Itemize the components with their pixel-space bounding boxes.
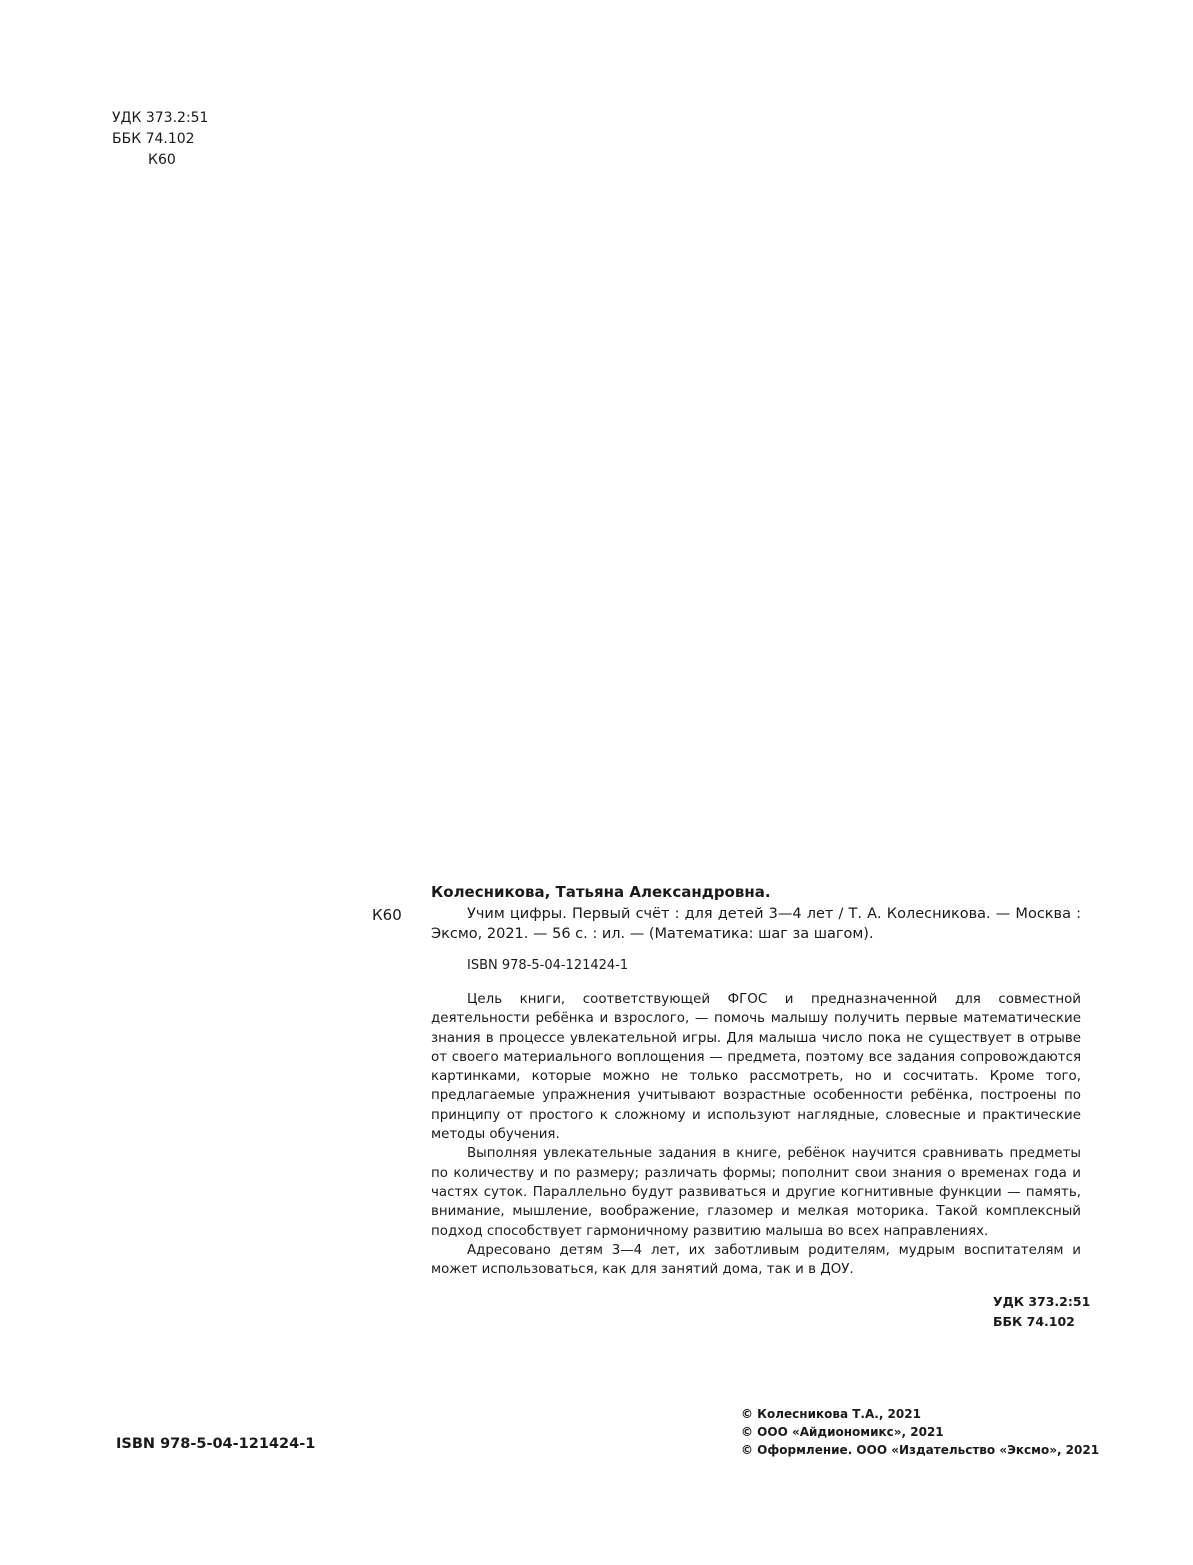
isbn-line: ISBN 978-5-04-121424-1	[467, 958, 629, 973]
annotation-paragraph: Адресовано детям 3—4 лет, их заботливым родителям, мудрым воспитателям и может использоваться, как для занятий дома, так и в ДОУ.	[431, 1242, 1081, 1278]
udk-code-top: УДК 373.2:51	[112, 110, 209, 126]
copyright-line: © ООО «Айдиономикс», 2021	[741, 1425, 944, 1439]
copyright-line: © Оформление. ООО «Издательство «Эксмо», 2021	[741, 1443, 1100, 1457]
bibliographic-description: Учим цифры. Первый счёт : для детей 3—4 лет / Т. А. Колесникова. — Москва : Эксмо, 2021. — 56 с. : ил. — (Математика: шаг за шагом).	[431, 906, 1081, 942]
copyright-line: © Колесникова Т.А., 2021	[741, 1407, 921, 1421]
udk-code-bottom: УДК 373.2:51	[993, 1294, 1091, 1309]
bbk-code-top: ББК 74.102	[112, 131, 195, 147]
isbn-bottom: ISBN 978-5-04-121424-1	[116, 1436, 316, 1452]
bottom-classification	[993, 1292, 1090, 1332]
author-sign-side: К60	[372, 906, 402, 924]
annotation	[431, 990, 1081, 1279]
top-left-classification	[112, 108, 208, 171]
bbk-code-bottom: ББК 74.102	[993, 1314, 1075, 1329]
catalog-card	[431, 882, 1081, 1279]
annotation-paragraph: Цель книги, соответствующей ФГОС и предназначенной для совместной деятельности ребёнка и взрослого, — помочь малышу получить первые математические знания в процессе увлекательной игры. Для малыша число пока не существует в отрыве от своего материального воплощения — предмета, поэтому все задания сопровождаются картинками, которые можно не только рассмотреть, но и сосчитать. Кроме того, предлагаемые упражнения учитывают возрастные особенности ребёнка, построены по принципу от простого к сложному и используют наглядные, словесные и практические методы обучения.	[431, 992, 1081, 1143]
author-heading: Колесникова, Татьяна Александровна.	[431, 883, 771, 901]
annotation-paragraph: Выполняя увлекательные задания в книге, ребёнок научится сравнивать предметы по количеству и по размеру; различать формы; пополнит свои знания о временах года и частях суток. Параллельно будут развиваться и другие когнитивные функции — память, внимание, мышление, воображение, глазомер и мелкая моторика. Такой комплексный подход способствует гармоничному развитию малыша во всех направлениях.	[431, 1146, 1081, 1239]
author-sign-top: К60	[148, 152, 176, 168]
copyright-block	[741, 1405, 1099, 1459]
